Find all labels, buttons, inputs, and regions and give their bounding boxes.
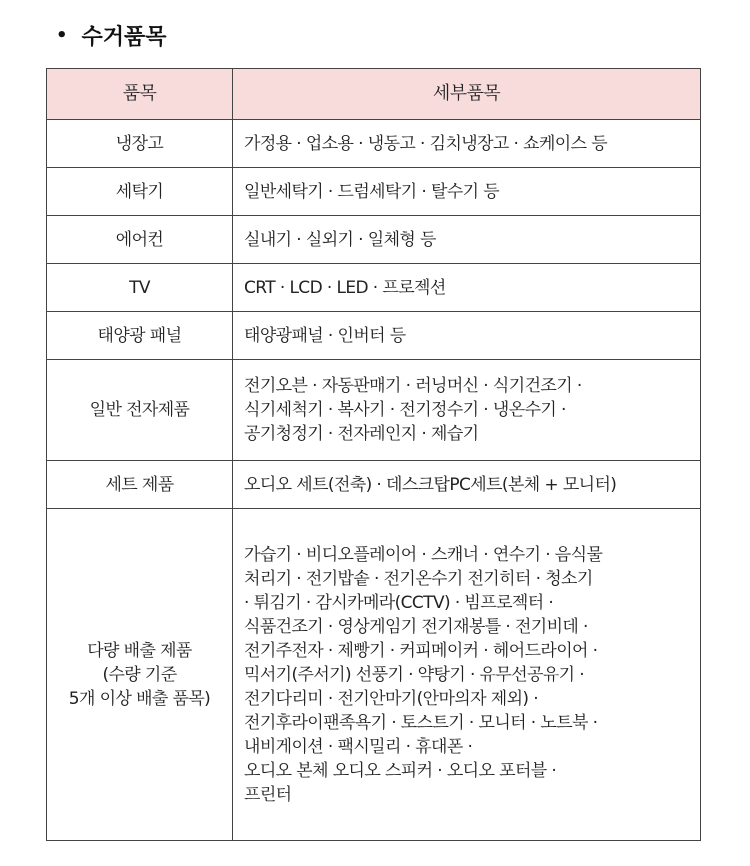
- details-cell: 오디오 세트(전축) · 데스크탑PC세트(본체 + 모니터): [233, 461, 701, 509]
- header-details: 세부품목: [233, 69, 701, 120]
- category-cell: 에어컨: [47, 216, 233, 264]
- bullet-icon: •: [56, 25, 68, 46]
- category-cell: 세탁기: [47, 168, 233, 216]
- details-cell: 일반세탁기 · 드럼세탁기 · 탈수기 등: [233, 168, 701, 216]
- table-header-row: [47, 69, 701, 120]
- category-cell: 다량 배출 제품 (수량 기준 5개 이상 배출 품목): [47, 509, 233, 841]
- category-cell: 일반 전자제품: [47, 360, 233, 461]
- category-cell: 냉장고: [47, 120, 233, 168]
- table-row: [47, 312, 701, 360]
- section-heading: [56, 20, 167, 51]
- table-row: [47, 216, 701, 264]
- section-title: 수거품목: [81, 25, 167, 50]
- header-category: 품목: [47, 69, 233, 120]
- collection-items-table: [46, 68, 701, 841]
- table-row: [47, 360, 701, 461]
- table-row: [47, 168, 701, 216]
- details-cell: CRT · LCD · LED · 프로젝션: [233, 264, 701, 312]
- category-cell: TV: [47, 264, 233, 312]
- table-row: [47, 509, 701, 841]
- table-row: [47, 120, 701, 168]
- table-row: [47, 264, 701, 312]
- details-cell: 가정용 · 업소용 · 냉동고 · 김치냉장고 · 쇼케이스 등: [233, 120, 701, 168]
- category-cell: 태양광 패널: [47, 312, 233, 360]
- details-cell: 전기오븐 · 자동판매기 · 러닝머신 · 식기건조기 · 식기세척기 · 복사기 · 전기정수기 · 냉온수기 · 공기청정기 · 전자레인지 · 제습기: [233, 360, 701, 461]
- details-cell: 가습기 · 비디오플레이어 · 스캐너 · 연수기 · 음식물 처리기 · 전기밥솥 · 전기온수기 전기히터 · 청소기 · 튀김기 · 감시카메라(CCTV) · 빔프로젝터 · 식품건조기 · 영상게임기 전기재봉틀 · 전기비데 · 전기주전자 · 제빵기 · 커피메이커 · 헤어드라이어 · 믹서기(주서기) 선풍기 · 약탕기 · 유무선공유기 · 전기다리미 · 전기안마기(안마의자 제외) · 전기후라이팬족욕기 · 토스트기 · 모니터 · 노트북 · 내비게이션 · 팩시밀리 · 휴대폰 · 오디오 본체 오디오 스피커 · 오디오 포터블 · 프린터: [233, 509, 701, 841]
- table-row: [47, 461, 701, 509]
- category-cell: 세트 제품: [47, 461, 233, 509]
- details-cell: 실내기 · 실외기 · 일체형 등: [233, 216, 701, 264]
- details-cell: 태양광패널 · 인버터 등: [233, 312, 701, 360]
